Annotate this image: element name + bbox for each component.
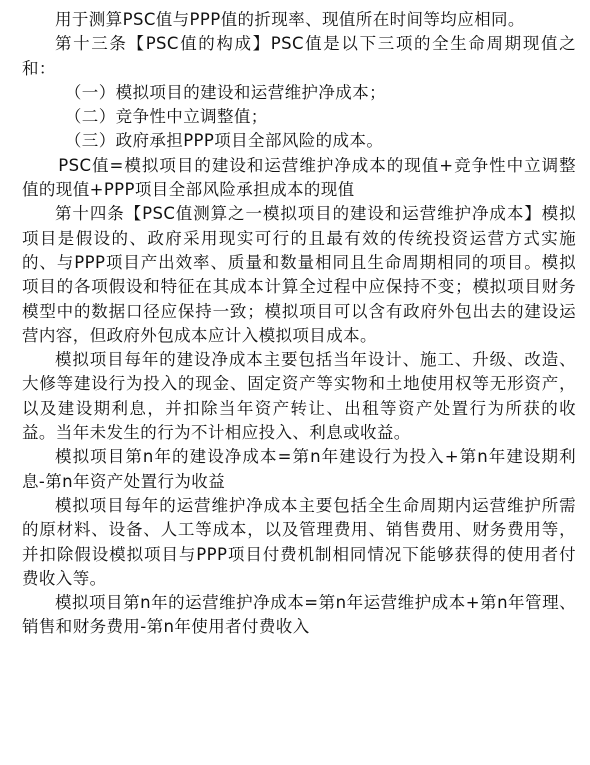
paragraph-construction-cost: 模拟项目每年的建设净成本主要包括当年设计、施工、升级、改造、大修等建设行为投入的现金、固定资产等实物和土地使用权等无形资产，以及建设期利息，并扣除当年资产转让、出租等资产处置行为所获的收益。当年未发生的行为不计相应投入、利息或收益。 [22, 350, 576, 443]
operating-cost-formula: 模拟项目第n年的运营维护净成本=第n年运营维护成本+第n年管理、销售和财务费用-第n年使用者付费收入 [22, 593, 576, 637]
list-item-2: （二）竞争性中立调整值； [64, 107, 268, 127]
psc-formula: PSC值=模拟项目的建设和运营维护净成本的现值+竞争性中立调整值的现值+PPP项目全部风险承担成本的现值 [22, 155, 576, 200]
list-item-3: （三）政府承担PPP项目全部风险的成本。 [64, 131, 384, 151]
paragraph-article-14: 第十四条【PSC值测算之一模拟项目的建设和运营维护净成本】模拟项目是假设的、政府采用现实可行的且最有效的传统投资运营方式实施的、与PPP项目产出效率、质量和数量相同且生命周期相同的项目。模拟项目的各项假设和特征在其成本计算全过程中应保持不变；模拟项目财务模型中的数据口径应保持一致；模拟项目可以含有政府外包出去的建设运营内容，但政府外包成本应计入模拟项目成本。 [22, 204, 576, 345]
construction-cost-formula: 模拟项目第n年的建设净成本=第n年建设行为投入+第n年建设期利息-第n年资产处置行为收益 [22, 447, 576, 491]
paragraph-discount-rate-note: 用于测算PSC值与PPP值的折现率、现值所在时间等均应相同。 [55, 10, 525, 29]
list-item-1: （一）模拟项目的建设和运营维护净成本； [64, 82, 386, 102]
paragraph-article-13-heading: 第十三条【PSC值的构成】PSC值是以下三项的全生命周期现值之和： [22, 34, 576, 78]
paragraph-operating-cost: 模拟项目每年的运营维护净成本主要包括全生命周期内运营维护所需的原材料、设备、人工等成本，以及管理费用、销售费用、财务费用等，并扣除假设模拟项目与PPP项目付费机制相同情况下能够获得的使用者付费收入等。 [22, 495, 576, 588]
